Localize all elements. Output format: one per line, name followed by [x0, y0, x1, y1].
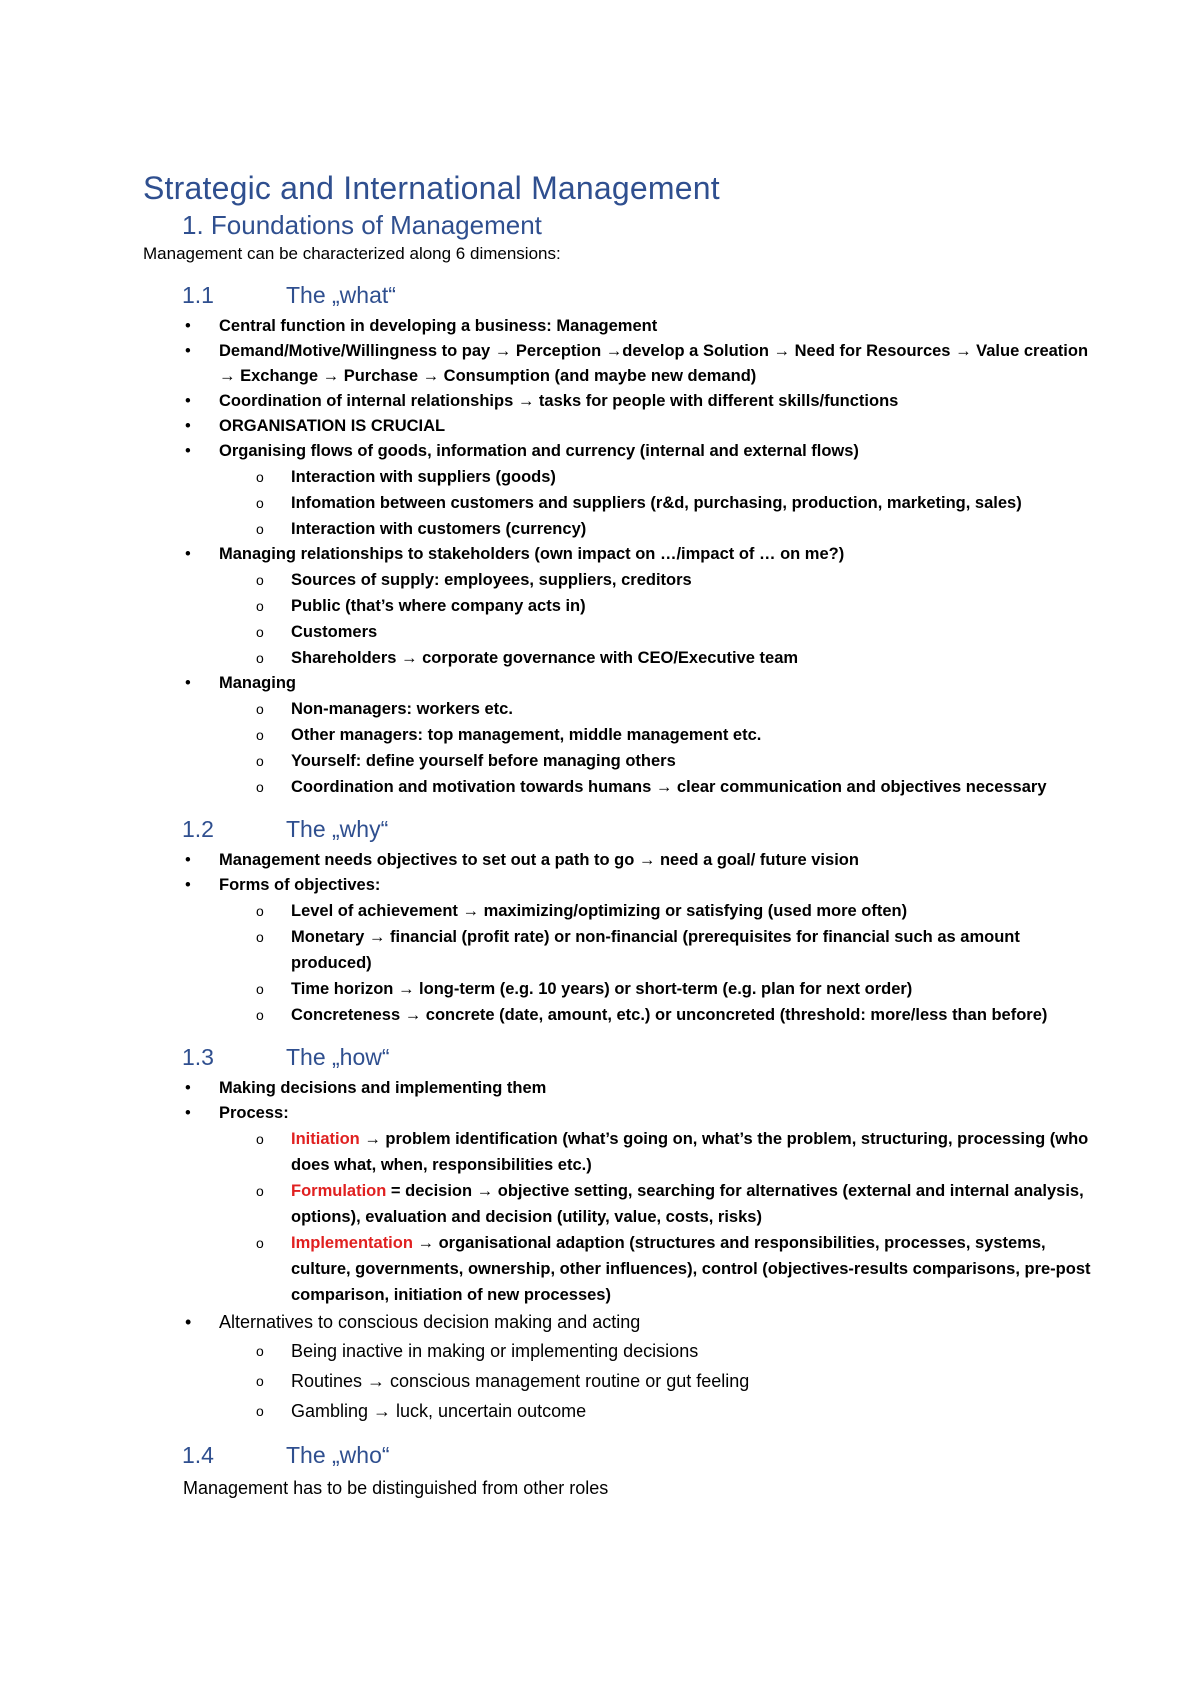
list-item: [143, 542, 1100, 671]
sub-list: [219, 696, 1100, 800]
list-item: • ORGANISATION IS CRUCIAL: [143, 414, 1100, 439]
section-why: [143, 814, 1100, 1028]
list-item-text: Organising flows of goods, information and currency (internal and external flows): [219, 442, 859, 460]
section-who: [143, 1440, 1100, 1502]
process-step-name: Implementation: [291, 1234, 413, 1252]
sub-list-item: o Public (that’s where company acts in): [143, 593, 1100, 619]
section-number: 1.4: [182, 1442, 214, 1468]
list-item-text: Alternatives to conscious decision making and acting: [219, 1312, 641, 1332]
sub-list-item: o Gambling → luck, uncertain outcome: [143, 1396, 1100, 1426]
sub-list-item: o Interaction with customers (currency): [143, 516, 1100, 542]
sub-list-item: o Concreteness → concrete (date, amount, etc.) or unconcreted (threshold: more/less than before): [143, 1002, 1100, 1028]
bullet-list: [143, 1076, 1100, 1426]
process-step-name: Formulation: [291, 1182, 387, 1200]
sub-list-item: o Customers: [143, 619, 1100, 645]
list-item: [143, 671, 1100, 800]
bullet-list: [143, 314, 1100, 800]
process-step-text: = decision → objective setting, searching for alternatives (external and internal analysis, options), evaluation and decision (utility, value, costs, risks): [291, 1182, 1084, 1226]
process-step: [143, 1230, 1100, 1308]
section-heading: [182, 1042, 1100, 1072]
process-step-text: → organisational adaption (structures and responsibilities, processes, systems, culture, governments, ownership, other influences), control (objectives-results comparisons, pre-post comparison, initiation of new processes): [291, 1234, 1091, 1304]
list-item: • Management needs objectives to set out a path to go → need a goal/ future vision: [143, 848, 1100, 873]
list-item: • Making decisions and implementing them: [143, 1076, 1100, 1101]
list-item-text: Process:: [219, 1104, 289, 1122]
section-number: 1.1: [182, 282, 214, 308]
section-how: [143, 1042, 1100, 1426]
section-text: Management has to be distinguished from other roles: [183, 1478, 609, 1498]
sub-list: [219, 898, 1100, 1028]
list-item: • Coordination of internal relationships → tasks for people with different skills/functions: [143, 389, 1100, 414]
sub-list-item: o Monetary → financial (profit rate) or non-financial (prerequisites for financial such as amount produced): [143, 924, 1100, 976]
chapter-heading: 1. Foundations of Management: [182, 210, 542, 240]
list-item-text: Managing relationships to stakeholders (own impact on …/impact of … on me?): [219, 545, 845, 563]
intro-text: Management can be characterized along 6 dimensions:: [143, 244, 561, 263]
sub-list: [219, 567, 1100, 671]
section-number: 1.2: [182, 816, 214, 842]
sub-list-item: o Non-managers: workers etc.: [143, 696, 1100, 722]
list-item: • Demand/Motive/Willingness to pay → Perception →develop a Solution → Need for Resources → Value creation → Exchange → Purchase → Consumption (and maybe new demand): [143, 339, 1100, 389]
section-title: The „why“: [286, 816, 389, 842]
section-heading: [182, 280, 1100, 310]
sub-list-item: o Routines → conscious management routine or gut feeling: [143, 1366, 1100, 1396]
list-item-text: Forms of objectives:: [219, 876, 381, 894]
sub-list-item: o Infomation between customers and suppliers (r&d, purchasing, production, marketing, sales): [143, 490, 1100, 516]
process-step: [143, 1126, 1100, 1178]
list-item: • Central function in developing a business: Management: [143, 314, 1100, 339]
section-title: The „how“: [286, 1044, 390, 1070]
list-item: [143, 873, 1100, 1028]
sub-list-item: o Sources of supply: employees, suppliers, creditors: [143, 567, 1100, 593]
process-step: [143, 1178, 1100, 1230]
document-title: Strategic and International Management: [143, 170, 720, 206]
sub-list-item: o Time horizon → long-term (e.g. 10 years) or short-term (e.g. plan for next order): [143, 976, 1100, 1002]
sub-list: [219, 1126, 1100, 1308]
sub-list-item: o Interaction with suppliers (goods): [143, 464, 1100, 490]
sub-list-item: o Being inactive in making or implementing decisions: [143, 1336, 1100, 1366]
section-title: The „what“: [286, 282, 396, 308]
sub-list: [219, 464, 1100, 542]
list-item: [143, 439, 1100, 542]
sub-list-item: o Level of achievement → maximizing/optimizing or satisfying (used more often): [143, 898, 1100, 924]
list-item-text: Managing: [219, 674, 296, 692]
sub-list-item: o Shareholders → corporate governance with CEO/Executive team: [143, 645, 1100, 671]
sub-list-item: o Coordination and motivation towards humans → clear communication and objectives necessary: [143, 774, 1100, 800]
sub-list: [219, 1336, 1100, 1426]
section-what: [143, 280, 1100, 800]
list-item: [143, 1101, 1100, 1308]
section-title: The „who“: [286, 1442, 390, 1468]
bullet-list: [143, 848, 1100, 1028]
section-heading: [182, 814, 1100, 844]
sub-list-item: o Yourself: define yourself before managing others: [143, 748, 1100, 774]
section-number: 1.3: [182, 1044, 214, 1070]
process-step-name: Initiation: [291, 1130, 360, 1148]
process-step-text: → problem identification (what’s going on, what’s the problem, structuring, processing (who does what, when, responsibilities etc.): [291, 1130, 1089, 1174]
sub-list-item: o Other managers: top management, middle management etc.: [143, 722, 1100, 748]
section-heading: [182, 1440, 1100, 1470]
list-item: [143, 1308, 1100, 1426]
